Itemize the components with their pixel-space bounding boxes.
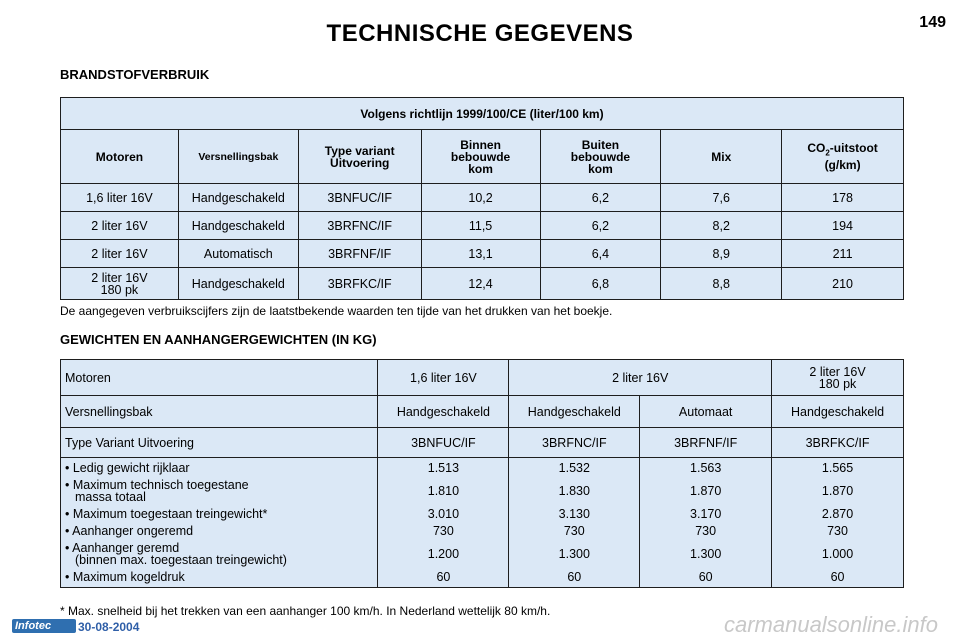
page-title: TECHNISCHE GEGEVENS <box>326 20 634 47</box>
row-label <box>61 539 378 568</box>
fuel-note: De aangegeven verbruikscijfers zijn de laatstbekende waarden ten tijde van het drukken van het boekje. <box>60 304 613 318</box>
header-gearbox: Versnellingsbak <box>178 130 298 184</box>
cell-co2: 194 <box>782 212 904 240</box>
cell-value: 1.513 <box>378 458 509 477</box>
cell-value: 1.300 <box>640 539 772 568</box>
cell-value: 1.830 <box>509 476 640 505</box>
table-row <box>61 539 904 568</box>
table-row <box>61 360 904 396</box>
header-urban-line3: kom <box>468 161 493 176</box>
cell-value: 730 <box>378 522 509 539</box>
cell-value: 3.130 <box>509 505 640 522</box>
cell-value: 1.870 <box>640 476 772 505</box>
header-motor: Motoren <box>61 130 179 184</box>
cell-mix: 8,9 <box>661 240 782 268</box>
cell-motor: 2 liter 16V <box>61 240 179 268</box>
header-type-line2: Uitvoering <box>330 155 390 170</box>
cell-co2: 211 <box>782 240 904 268</box>
cell-gearbox: Handgeschakeld <box>178 184 298 212</box>
cell-value: 730 <box>640 522 772 539</box>
weights-section-heading: GEWICHTEN EN AANHANGERGEWICHTEN (IN KG) <box>60 332 377 347</box>
cell-value: 1.000 <box>772 539 904 568</box>
row-label-gearbox: Versnellingsbak <box>61 396 378 428</box>
cell-value: 2.870 <box>772 505 904 522</box>
header-co2-suffix: -uitstoot <box>829 140 878 155</box>
cell-mix: 7,6 <box>661 184 782 212</box>
row-label-line2: massa totaal <box>75 490 146 504</box>
header-co2-unit: (g/km) <box>824 158 861 173</box>
row-label-motor: Motoren <box>61 360 378 396</box>
row-label-line1: • Maximum technisch toegestane <box>65 478 249 492</box>
cell-value: 1.565 <box>772 458 904 477</box>
cell-value: 60 <box>772 568 904 588</box>
header-urban-line1: Binnen <box>460 137 501 152</box>
cell-value: 1.200 <box>378 539 509 568</box>
row-label: • Maximum toegestaan treingewicht* <box>61 505 378 522</box>
table-caption-row <box>61 98 904 130</box>
row-label: • Ledig gewicht rijklaar <box>61 458 378 477</box>
header-extra-line3: kom <box>588 161 613 176</box>
cell-type: 3BRFKC/IF <box>298 268 421 300</box>
cell-type: 3BRFNC/IF <box>509 428 640 458</box>
print-date: 30-08-2004 <box>78 620 140 634</box>
cell-gearbox: Automaat <box>640 396 772 428</box>
cell-extra-urban: 6,2 <box>540 184 661 212</box>
cell-value: 1.870 <box>772 476 904 505</box>
cell-type: 3BNFUC/IF <box>378 428 509 458</box>
cell-value: 60 <box>378 568 509 588</box>
header-co2 <box>782 130 904 184</box>
table-row <box>61 476 904 505</box>
header-type <box>298 130 421 184</box>
table-row <box>61 505 904 522</box>
cell-motor-line1: 2 liter 16V <box>809 364 866 379</box>
cell-type: 3BNFUC/IF <box>298 184 421 212</box>
table-row <box>61 428 904 458</box>
cell-urban: 13,1 <box>421 240 540 268</box>
header-co2-sub: 2 <box>825 148 830 158</box>
cell-urban: 11,5 <box>421 212 540 240</box>
cell-extra-urban: 6,8 <box>540 268 661 300</box>
cell-value: 1.563 <box>640 458 772 477</box>
table-row <box>61 568 904 588</box>
cell-value: 60 <box>640 568 772 588</box>
cell-value: 1.532 <box>509 458 640 477</box>
header-type-line1: Type variant <box>324 143 395 158</box>
cell-urban: 12,4 <box>421 268 540 300</box>
cell-value: 3.010 <box>378 505 509 522</box>
cell-motor-line1: 2 liter 16V <box>91 270 148 285</box>
table-row <box>61 212 904 240</box>
cell-value: 1.810 <box>378 476 509 505</box>
table-row <box>61 458 904 477</box>
table-row <box>61 396 904 428</box>
cell-motor-line2: 180 pk <box>818 376 857 391</box>
cell-value: 1.300 <box>509 539 640 568</box>
watermark: carmanualsonline.info <box>723 612 938 637</box>
cell-motor <box>61 268 179 300</box>
cell-motor: 1,6 liter 16V <box>61 184 179 212</box>
cell-motor <box>772 360 904 396</box>
cell-gearbox: Automatisch <box>178 240 298 268</box>
header-extra-urban <box>540 130 661 184</box>
cell-type: 3BRFNF/IF <box>298 240 421 268</box>
table-row <box>61 240 904 268</box>
row-label-line2: (binnen max. toegestaan treingewicht) <box>75 553 287 567</box>
cell-value: 730 <box>509 522 640 539</box>
cell-value: 730 <box>772 522 904 539</box>
cell-mix: 8,2 <box>661 212 782 240</box>
weights-footnote: * Max. snelheid bij het trekken van een aanhanger 100 km/h. In Nederland wettelijk 80 km/h. <box>60 604 551 618</box>
cell-type: 3BRFKC/IF <box>772 428 904 458</box>
table-row <box>61 268 904 300</box>
cell-co2: 210 <box>782 268 904 300</box>
header-extra-line2: bebouwde <box>570 149 631 164</box>
page-number: 149 <box>919 14 946 31</box>
cell-motor: 2 liter 16V <box>509 360 772 396</box>
cell-mix: 8,8 <box>661 268 782 300</box>
infotec-logo: Infotec <box>12 619 76 633</box>
cell-value: 60 <box>509 568 640 588</box>
cell-extra-urban: 6,4 <box>540 240 661 268</box>
cell-motor: 2 liter 16V <box>61 212 179 240</box>
table-header-row <box>61 130 904 184</box>
row-label <box>61 476 378 505</box>
row-label: • Aanhanger ongeremd <box>61 522 378 539</box>
cell-gearbox: Handgeschakeld <box>509 396 640 428</box>
table-row <box>61 184 904 212</box>
cell-gearbox: Handgeschakeld <box>378 396 509 428</box>
cell-extra-urban: 6,2 <box>540 212 661 240</box>
fuel-consumption-table <box>60 97 904 300</box>
cell-type: 3BRFNC/IF <box>298 212 421 240</box>
cell-motor: 1,6 liter 16V <box>378 360 509 396</box>
header-co2-prefix: CO <box>807 140 826 155</box>
weights-table <box>60 359 904 588</box>
fuel-section-heading: BRANDSTOFVERBRUIK <box>60 67 210 82</box>
cell-urban: 10,2 <box>421 184 540 212</box>
header-extra-line1: Buiten <box>581 137 620 152</box>
cell-co2: 178 <box>782 184 904 212</box>
header-urban <box>421 130 540 184</box>
header-urban-line2: bebouwde <box>450 149 511 164</box>
cell-motor-line2: 180 pk <box>100 282 139 297</box>
table-caption: Volgens richtlijn 1999/100/CE (liter/100 km) <box>61 98 904 130</box>
cell-gearbox: Handgeschakeld <box>178 268 298 300</box>
header-mix: Mix <box>661 130 782 184</box>
table-row <box>61 522 904 539</box>
cell-gearbox: Handgeschakeld <box>772 396 904 428</box>
cell-type: 3BRFNF/IF <box>640 428 772 458</box>
row-label: • Maximum kogeldruk <box>61 568 378 588</box>
cell-value: 3.170 <box>640 505 772 522</box>
row-label-type: Type Variant Uitvoering <box>61 428 378 458</box>
cell-gearbox: Handgeschakeld <box>178 212 298 240</box>
row-label-line1: • Aanhanger geremd <box>65 541 180 555</box>
